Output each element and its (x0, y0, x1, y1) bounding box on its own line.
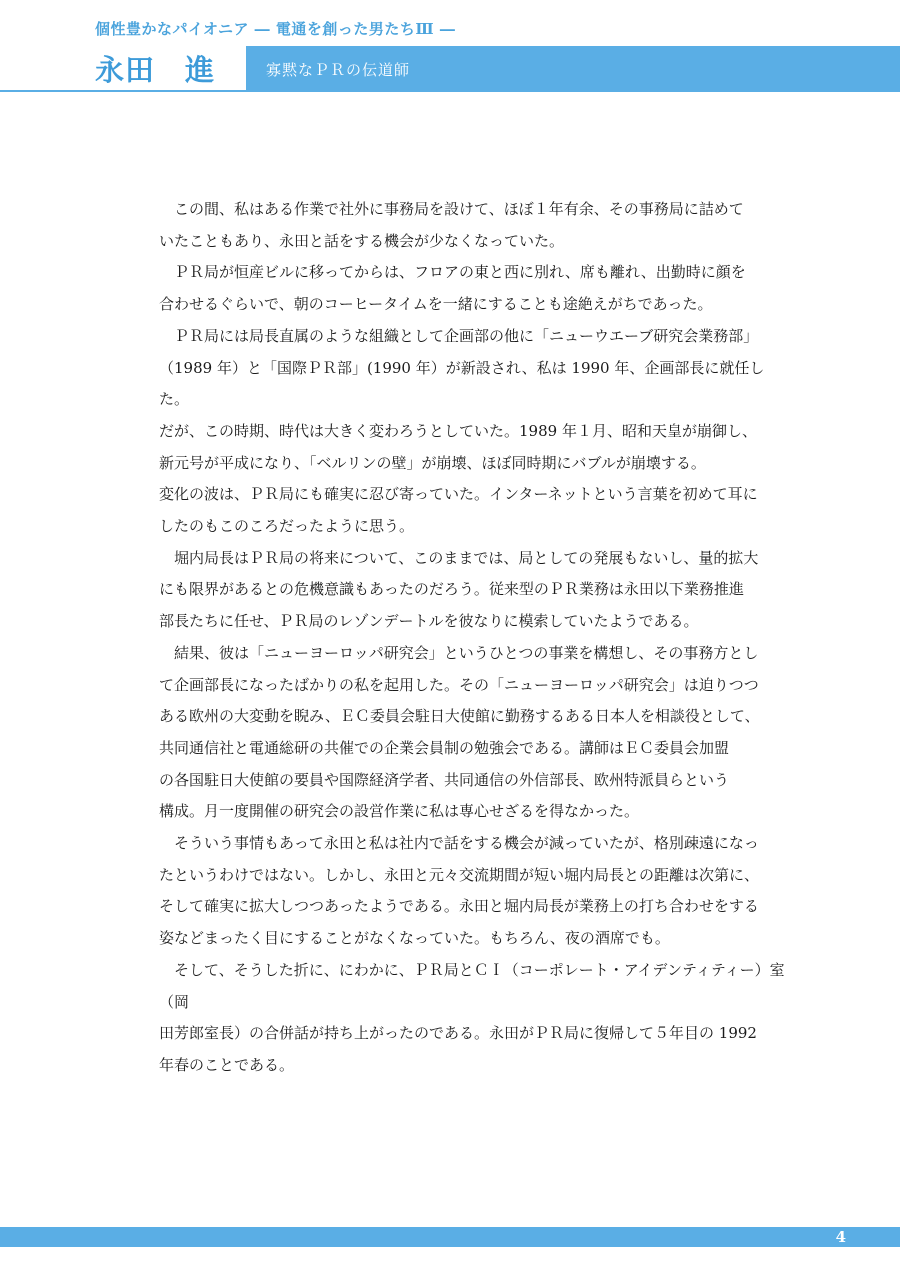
chapter-subtitle: 寡黙なＰＲの伝道師 (266, 61, 411, 79)
text-line: 堀内局長はＰＲ局の将来について、このままでは、局としての発展もないし、量的拡大 (159, 548, 759, 567)
header-band (0, 46, 900, 92)
text-line: ＰＲ局が恒産ビルに移ってからは、フロアの東と西に別れ、席も離れ、出勤時に顔を (159, 263, 746, 282)
name-box (0, 46, 246, 92)
text-line: 結果、彼は「ニューヨーロッパ研究会」というひとつの事業を構想し、その事務方とし (159, 643, 759, 662)
text-line: 年春のことである。 (159, 1055, 295, 1074)
text-line: 田芳郎室長）の合併話が持ち上がったのである。永田がＰＲ局に復帰して５年目の 1992 (159, 1024, 757, 1043)
text-line: ＰＲ局には局長直属のような組織として企画部の他に「ニューウエーブ研究会業務部」 (159, 326, 759, 345)
text-line: 部長たちに任せ、ＰＲ局のレゾンデートルを彼なりに模索していたようである。 (159, 612, 699, 631)
text-line: そして確実に拡大しつつあったようである。永田と堀内局長が業務上の打ち合わせをする (159, 897, 759, 916)
page-number: 4 (835, 1228, 846, 1246)
text-line: そして、そうした折に、にわかに、ＰＲ局とＣＩ（コーポレート・アイデンティティー）室（岡 (159, 960, 785, 1011)
footer-band (0, 1227, 900, 1247)
text-line: 変化の波は、ＰＲ局にも確実に忍び寄っていた。インターネットという言葉を初めて耳に (159, 485, 758, 504)
text-line: いたこともあり、永田と話をする機会が少なくなっていた。 (159, 231, 565, 250)
body-text (159, 194, 789, 1082)
text-line: たというわけではない。しかし、永田と元々交流期間が短い堀内局長との距離は次第に、 (159, 865, 760, 884)
text-line: この間、私はある作業で社外に事務局を設けて、ほぼ１年有余、その事務局に詰めて (159, 200, 744, 218)
text-line: の各国駐日大使館の要員や国際経済学者、共同通信の外信部長、欧州特派員らという (159, 770, 730, 789)
text-line: 新元号が平成になり、「ベルリンの壁」が崩壊、ほぼ同時期にバブルが崩壊する。 (159, 453, 706, 472)
person-name: 永田 進 (95, 53, 216, 87)
text-line: 構成。月一度開催の研究会の設営作業に私は専心せざるを得なかった。 (159, 802, 640, 821)
text-line: 合わせるぐらいで、朝のコーヒータイムを一緒にすることも途絶えがちであった。 (159, 295, 713, 314)
text-line: だが、この時期、時代は大きく変わろうとしていた。1989 年１月、昭和天皇が崩御し、 (159, 421, 757, 440)
series-title: 個性豊かなパイオニア ― 電通を創った男たちⅢ ― (95, 20, 456, 38)
text-line: ある欧州の大変動を睨み、ＥＣ委員会駐日大使館に勤務するある日本人を相談役として、 (159, 707, 760, 726)
text-line: て企画部長になったばかりの私を起用した。その「ニューヨーロッパ研究会」は迫りつつ (159, 675, 759, 694)
text-line: 共同通信社と電通総研の共催での企業会員制の勉強会である。講師はＥＣ委員会加盟 (159, 738, 730, 757)
text-line: したのもこのころだったように思う。 (159, 517, 415, 536)
text-line: 姿などまったく目にすることがなくなっていた。もちろん、夜の酒席でも。 (159, 929, 670, 948)
text-line: そういう事情もあって永田と私は社内で話をする機会が減っていたが、格別疎遠になっ (159, 834, 759, 853)
text-line: にも限界があるとの危機意識もあったのだろう。従来型のＰＲ業務は永田以下業務推進 (159, 580, 744, 599)
text-line: （1989 年）と「国際ＰＲ部」(1990 年）が新設され、私は 1990 年、企画部長に就任した。 (159, 358, 765, 409)
